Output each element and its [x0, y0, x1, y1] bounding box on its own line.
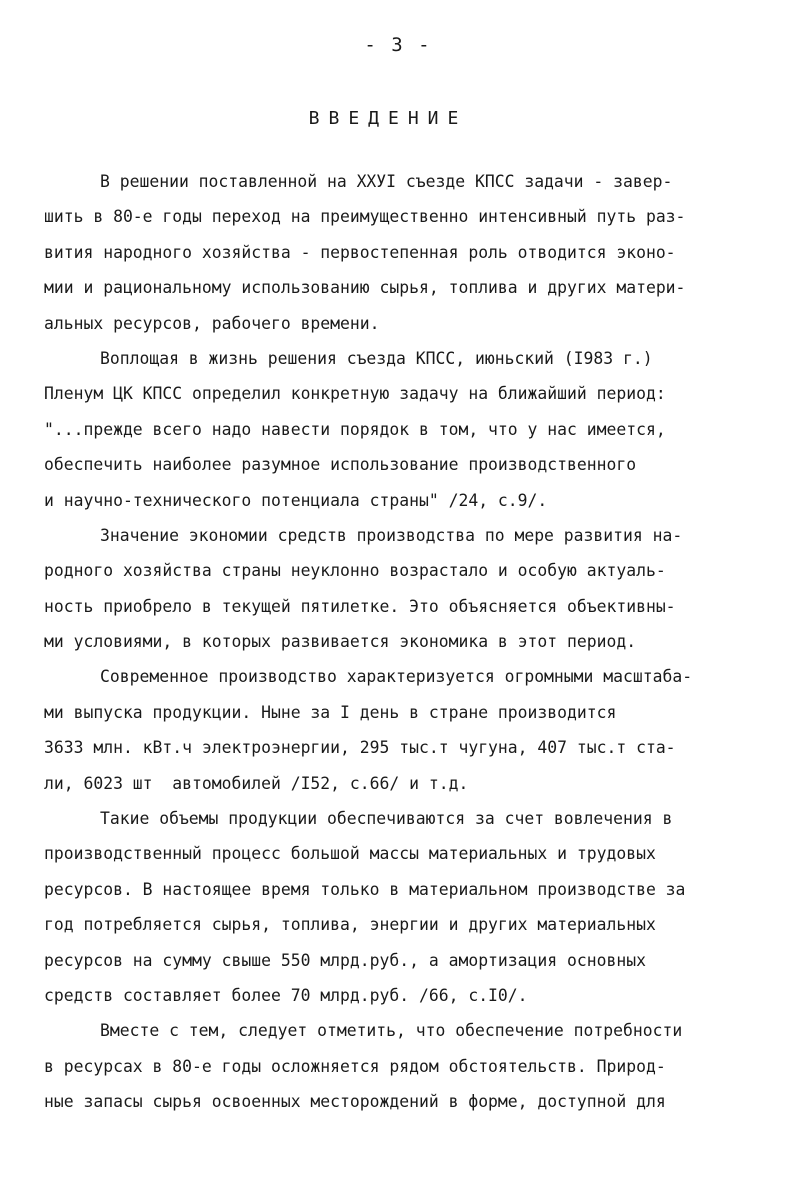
text-line: Вместе с тем, следует отметить, что обеспечение потребности	[100, 1021, 683, 1041]
text-line: ресурсов. В настоящее время только в материальном производстве за	[44, 879, 686, 899]
text-line: Пленум ЦК КПСС определил конкретную задачу на ближайший период:	[44, 384, 666, 404]
text-line: обеспечить наиболее разумное использование производственного	[44, 455, 637, 475]
text-line: ми условиями, в которых развивается экономика в этот период.	[44, 632, 637, 652]
text-line: мии и рациональному использованию сырья, топлива и других матери-	[44, 278, 686, 298]
paragraph-constraints	[44, 1013, 764, 1119]
text-line: "...прежде всего надо навести порядок в том, что у нас имеется,	[44, 419, 666, 439]
text-line: ность приобрело в текущей пятилетке. Это объясняется объективны-	[44, 596, 676, 616]
paragraph-production	[44, 659, 764, 801]
text-line: В решении поставленной на ХХУI съезде КПСС задачи - завер-	[100, 172, 673, 191]
paragraph-resources	[44, 801, 764, 1013]
text-line: Такие объемы продукции обеспечиваются за счет вовлечения в	[100, 809, 673, 829]
text-line: средств составляет более 70 млрд.руб. /66, с.I0/.	[44, 985, 528, 1005]
paragraph-intro	[44, 164, 764, 341]
text-line: 3633 млн. кВт.ч электроэнергии, 295 тыс.т чугуна, 407 тыс.т ста-	[44, 738, 676, 758]
page-title: ВВЕДЕНИЕ	[308, 108, 468, 129]
text-line: родного хозяйства страны неуклонно возрастало и особую актуаль-	[44, 561, 666, 581]
text-line: Значение экономии средств производства по мере развития на-	[100, 525, 683, 545]
text-line: альных ресурсов, рабочего времени.	[44, 313, 380, 333]
text-line: Современное производство характеризуется огромными масштаба-	[100, 667, 693, 687]
text-line: шить в 80-е годы переход на преимущественно интенсивный путь раз-	[44, 207, 686, 227]
paragraph-economy	[44, 518, 764, 660]
text-line: ные запасы сырья освоенных месторождений в форме, доступной для	[44, 1092, 666, 1112]
text-line: вития народного хозяйства - первостепенная роль отводится эконо-	[44, 242, 676, 262]
text-line: ресурсов на сумму свыше 550 млрд.руб., а амортизация основных	[44, 950, 646, 970]
body-text	[44, 164, 764, 1120]
text-line: и научно-технического потенциала страны" /24, с.9/.	[44, 490, 548, 510]
text-line: ми выпуска продукции. Ныне за I день в стране производится	[44, 702, 617, 722]
text-line: в ресурсах в 80-е годы осложняется рядом обстоятельств. Природ-	[44, 1056, 666, 1076]
text-line: ли, 6023 шт автомобилей /I52, с.66/ и т.д.	[44, 773, 469, 793]
text-line: производственный процесс большой массы материальных и трудовых	[44, 844, 656, 864]
text-line: Воплощая в жизнь решения съезда КПСС, июньский (I983 г.)	[100, 348, 653, 368]
paragraph-plenum	[44, 341, 764, 518]
page-number: - 3 -	[364, 34, 432, 56]
text-line: год потребляется сырья, топлива, энергии и других материальных	[44, 915, 656, 935]
